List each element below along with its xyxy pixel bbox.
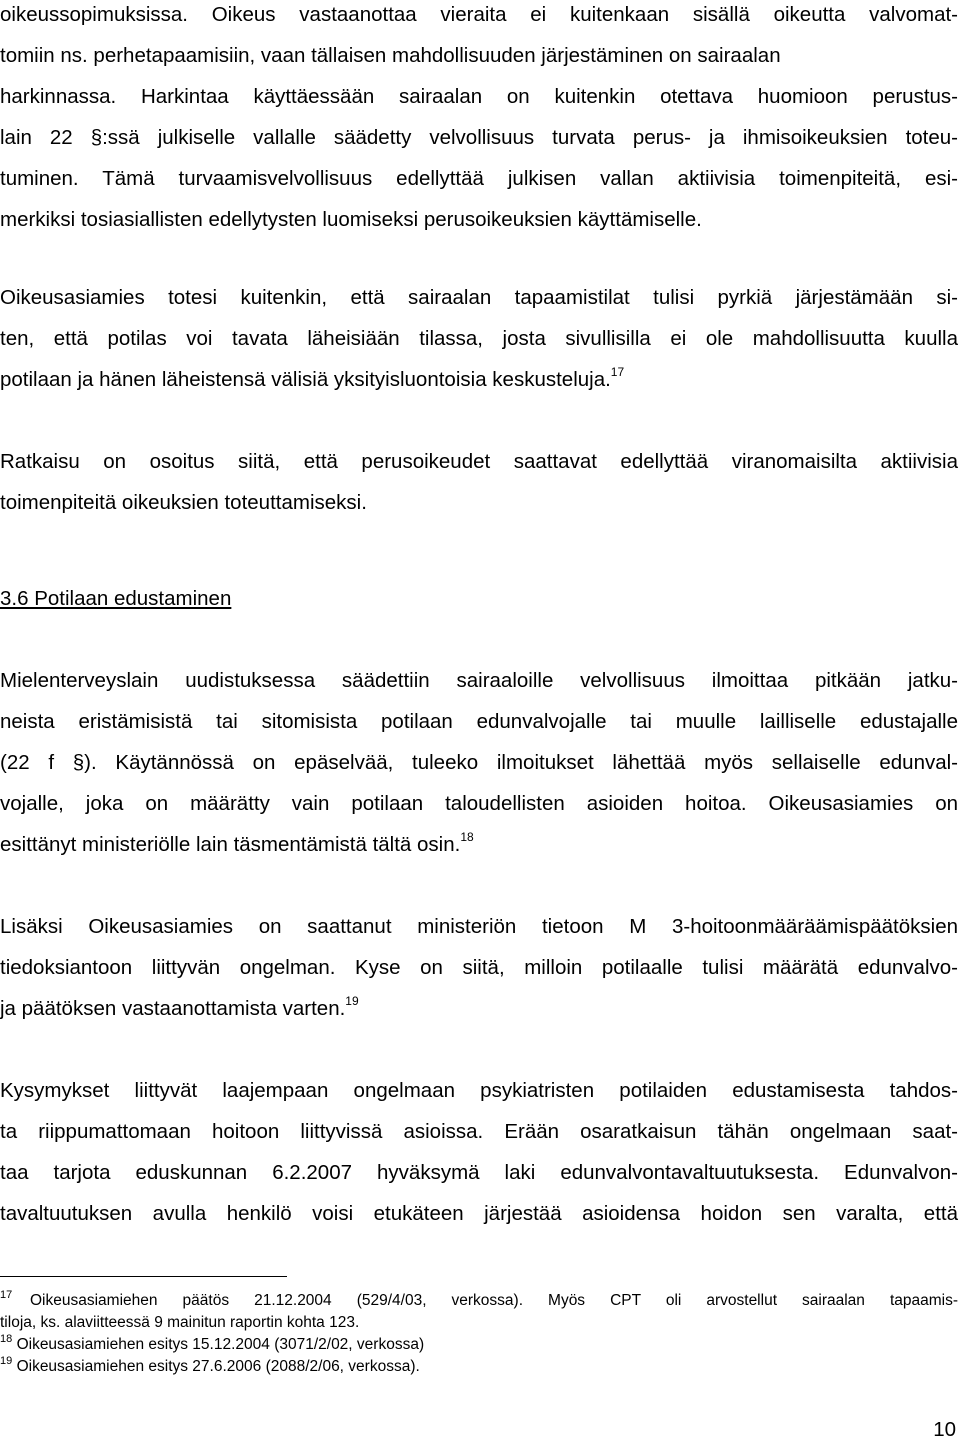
text-line: harkinnassa. Harkintaa käyttäessään sairaalan on kuitenkin otettava huomioon perustus- — [0, 85, 958, 108]
text-line: oikeussopimuksissa. Oikeus vastaanottaa vieraita ei kuitenkaan sisällä oikeutta valvomat- — [0, 3, 958, 26]
text-line: (22 f §). Käytännössä on epäselvää, tuleeko ilmoitukset lähettää myös sellaiselle edunval- — [0, 751, 958, 774]
text-fragment: ja päätöksen vastaanottamista varten. — [0, 997, 346, 1020]
paragraph-representation — [0, 1070, 958, 1234]
footnote-text: Oikeusasiamiehen päätös 21.12.2004 (529/4/03, verkossa). Myös CPT oli arvostellut sairaalan tapaamis- — [30, 1292, 958, 1309]
text-line — [0, 824, 958, 865]
text-line: Lisäksi Oikeusasiamies on saattanut ministeriön tietoon M 3-hoitoonmääräämispäätöksien — [0, 915, 958, 938]
footnote-text: Oikeusasiamiehen esitys 15.12.2004 (3071/2/02, verkossa) — [16, 1336, 425, 1353]
paragraph-meeting-rooms — [0, 277, 958, 400]
text-line: toimenpiteitä oikeuksien toteuttamiseksi. — [0, 491, 367, 514]
text-line: ta riippumattomaan hoitoon liittyvissä asioissa. Erään osaratkaisun tähän ongelmaan saat- — [0, 1120, 958, 1143]
text-line: taa tarjota eduskunnan 6.2.2007 hyväksymä laki edunvalvontavaltuutuksesta. Edunvalvon- — [0, 1161, 958, 1184]
footnote-number: 18 — [0, 1333, 13, 1345]
footnotes — [0, 1290, 958, 1378]
text-line: lain 22 §:ssä julkiselle vallalle säädetty velvollisuus turvata perus- ja ihmisoikeuksien toteu- — [0, 126, 958, 149]
paragraph-visiting-rights — [0, 0, 958, 240]
text-line: Mielenterveyslain uudistuksessa säädettiin sairaaloille velvollisuus ilmoittaa pitkään jatku- — [0, 669, 958, 692]
footnote-18 — [0, 1334, 958, 1356]
text-line: vojalle, joka on määrätty vain potilaan taloudellisten asioiden hoitoa. Oikeusasiamies on — [0, 792, 958, 815]
text-line: neista eristämisistä tai sitomisista potilaan edunvalvojalle tai muulle lailliselle edustajalle — [0, 710, 958, 733]
footnote-text: tiloja, ks. alaviitteessä 9 mainitun raportin kohta 123. — [0, 1314, 360, 1331]
footnote-ref-19[interactable]: 19 — [345, 994, 359, 1008]
section-heading: 3.6 Potilaan edustaminen — [0, 587, 232, 610]
text-line: tomiin ns. perhetapaamisiin, vaan tällaisen mahdollisuuden järjestäminen on sairaalan — [0, 44, 781, 67]
text-line: merkiksi tosiasiallisten edellytysten luomiseksi perusoikeuksien käyttämiselle. — [0, 208, 702, 231]
text-line — [0, 988, 958, 1029]
text-line: tuminen. Tämä turvaamisvelvollisuus edellyttää julkisen vallan aktiivisia toimenpiteitä, esi- — [0, 167, 958, 190]
text-line: tiedoksiantoon liittyvän ongelman. Kyse on siitä, milloin potilaalle tulisi määrätä edunvalvo- — [0, 956, 958, 979]
text-fragment: esittänyt ministeriölle lain täsmentämistä tältä osin. — [0, 833, 461, 856]
paragraph-mental-health-law — [0, 660, 958, 865]
footnote-ref-17[interactable]: 17 — [610, 365, 625, 379]
footnote-text: Oikeusasiamiehen esitys 27.6.2006 (2088/2/06, verkossa). — [16, 1358, 420, 1375]
footnote-19 — [0, 1356, 958, 1378]
footnote-ref-18[interactable]: 18 — [460, 830, 474, 844]
text-line: Ratkaisu on osoitus siitä, että perusoikeudet saattavat edellyttää viranomaisilta aktiivisia — [0, 450, 958, 473]
text-line: Kysymykset liittyvät laajempaan ongelmaan psykiatristen potilaiden edustamisesta tahdos- — [0, 1079, 958, 1102]
text-line: ten, että potilas voi tavata läheisiään tilassa, josta sivullisilla ei ole mahdollisuutta kuulla — [0, 327, 958, 350]
footnote-17: $^{17}$ Oikeusasiamiehen päätös 21.12.2004 (529/4/03, verkossa). Myös CPT oli arvostellut sairaalan tapaamis- — [0, 1289, 958, 1309]
footnote-number: 19 — [0, 1355, 13, 1367]
text-line: Oikeusasiamies totesi kuitenkin, että sairaalan tapaamistilat tulisi pyrkiä järjestämään si- — [0, 286, 958, 309]
page-number: 10 — [933, 1418, 956, 1441]
paragraph-ministry-notice — [0, 906, 958, 1029]
paragraph-conclusion — [0, 441, 958, 523]
text-line — [0, 359, 958, 400]
footnote-separator — [0, 1276, 287, 1277]
text-line: tavaltuutuksen avulla henkilö voisi etukäteen järjestää asioidensa hoidon sen varalta, että — [0, 1202, 958, 1225]
text-fragment: potilaan ja hänen läheistensä välisiä yksityisluontoisia keskusteluja. — [0, 368, 611, 391]
